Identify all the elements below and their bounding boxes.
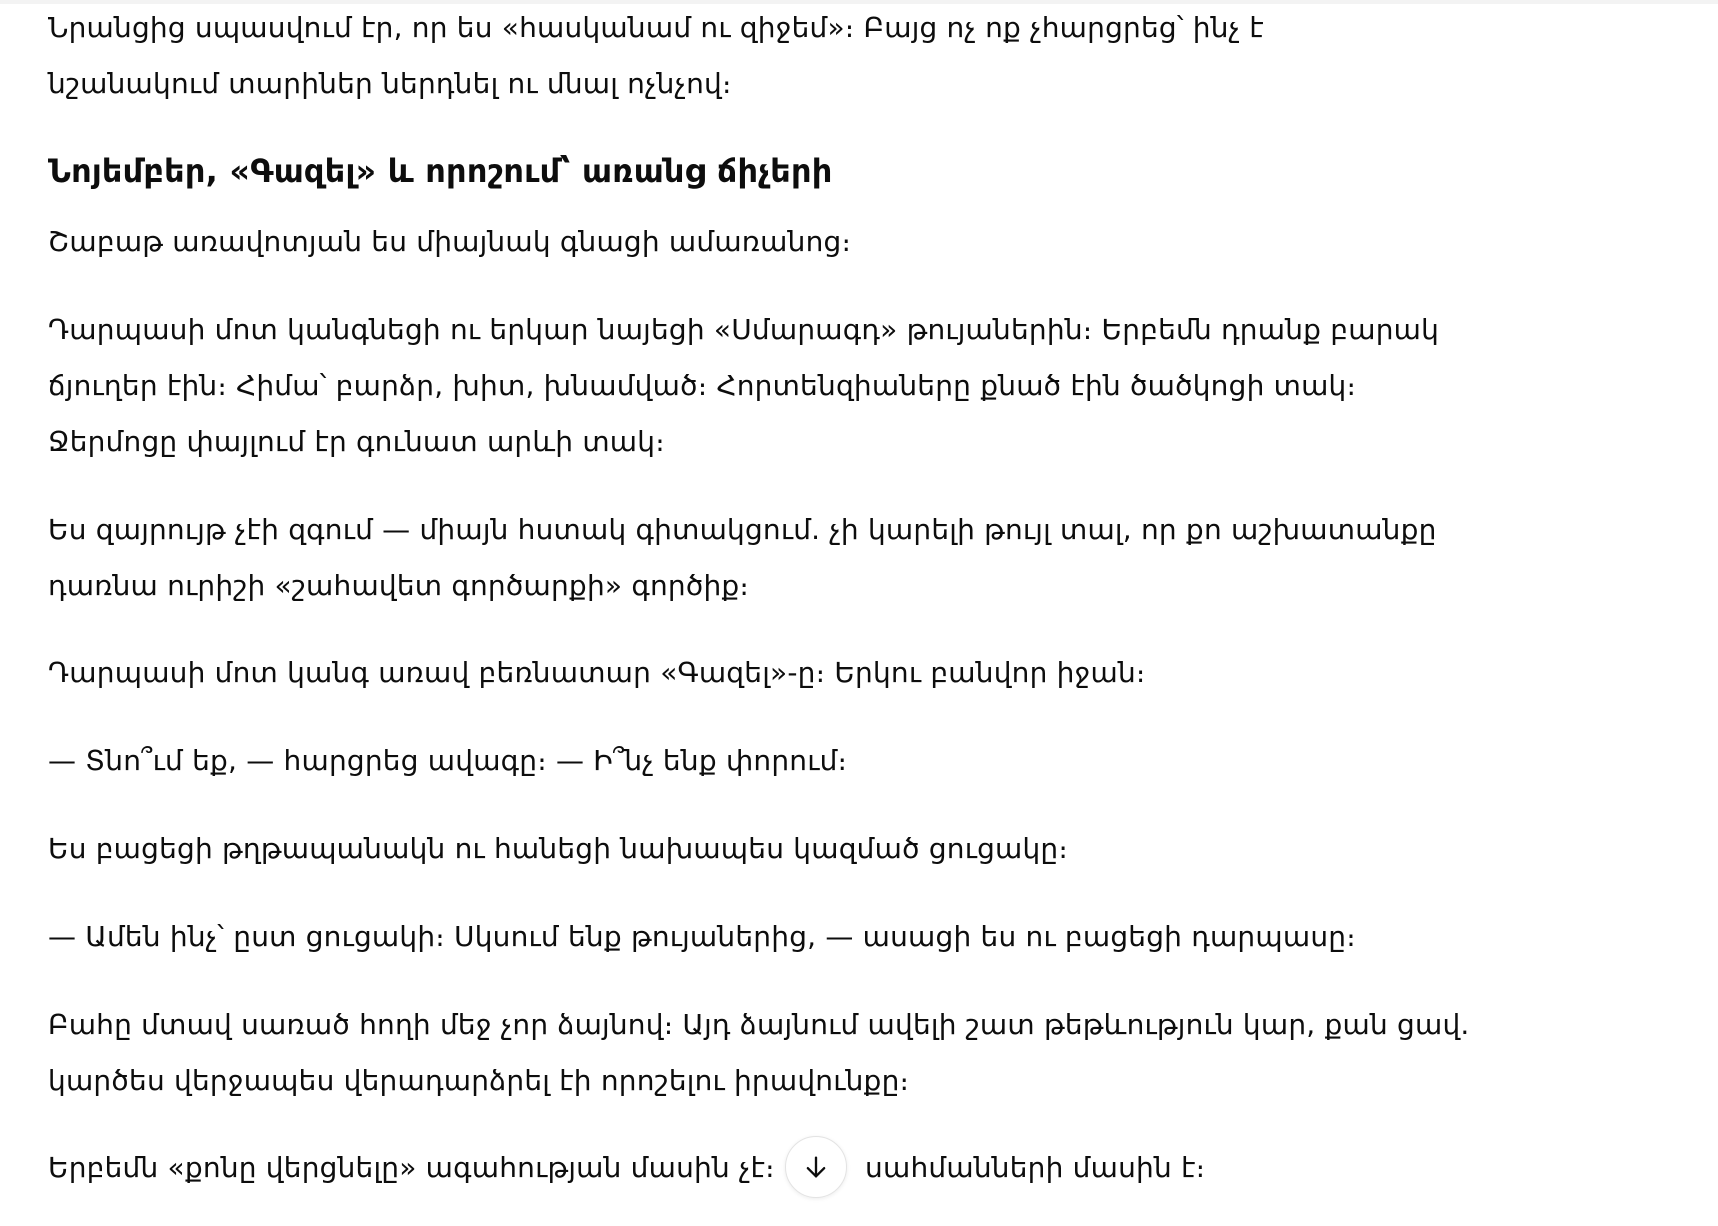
paragraph-6: — Տնո՞ւմ եք, — հարցրեց ավագը։ — Ի՞նչ ենք փորում։ — [48, 744, 848, 777]
paragraph-7: Ես բացեցի թղթապանակն ու հանեցի նախապես կազմած ցուցակը։ — [48, 832, 1069, 865]
paragraph-1: Նրանցից սպասվում էր, որ ես «հասկանամ ու զիջեմ»։ Բայց ոչ ոք չհարցրեց՝ ինչ է նշանակում տարիներ ներդնել ու մնալ ոչնչով։ — [48, 11, 1264, 100]
paragraph-3: Դարպասի մոտ կանգնեցի ու երկար նայեցի «Սմարագդ» թույաներին։ Երբեմն դրանք բարակ ճյուղեր էին։ Հիմա՝ բարձր, խիտ, խնամված։ Հորտենզիաները քնած էին ծածկոցի տակ։ Ջերմոցը փայլում էր գունատ արևի տակ։ — [48, 313, 1440, 458]
section-heading: Նոյեմբեր, «Գազել» և որոշում՝ առանց ճիչերի — [48, 152, 833, 190]
paragraph-4: Ես զայրույթ չէի զգում — միայն հստակ գիտակցում. չի կարելի թույլ տալ, որ քո աշխատանքը դառնա ուրիշի «շահավետ գործարքի» գործիք։ — [48, 513, 1437, 602]
paragraph-10-start: Երբեմն «քոնը վերցնելը» ագահության մասին չէ։ — [48, 1151, 775, 1184]
paragraph-8: — Ամեն ինչ՝ ըստ ցուցակի։ Սկսում ենք թույաներից, — ասացի ես ու բացեցի դարպասը։ — [48, 920, 1356, 953]
scroll-to-bottom-button[interactable] — [785, 1136, 847, 1198]
paragraph-10-end: սահմանների մասին է։ — [865, 1151, 1206, 1184]
paragraph-2: Շաբաթ առավոտյան ես միայնակ գնացի ամառանոց։ — [48, 225, 852, 258]
paragraph-5: Դարպասի մոտ կանգ առավ բեռնատար «Գազել»-ը։ Երկու բանվոր իջան։ — [48, 656, 1146, 689]
paragraph-10 — [48, 1140, 1205, 1196]
arrow-down-icon — [802, 1153, 830, 1181]
paragraph-9: Բահը մտավ սառած հողի մեջ չոր ձայնով։ Այդ ձայնում ավելի շատ թեթևություն կար, քան ցավ. կարծես վերջապես վերադարձրել էի որոշելու իրավունքը։ — [48, 1008, 1470, 1097]
